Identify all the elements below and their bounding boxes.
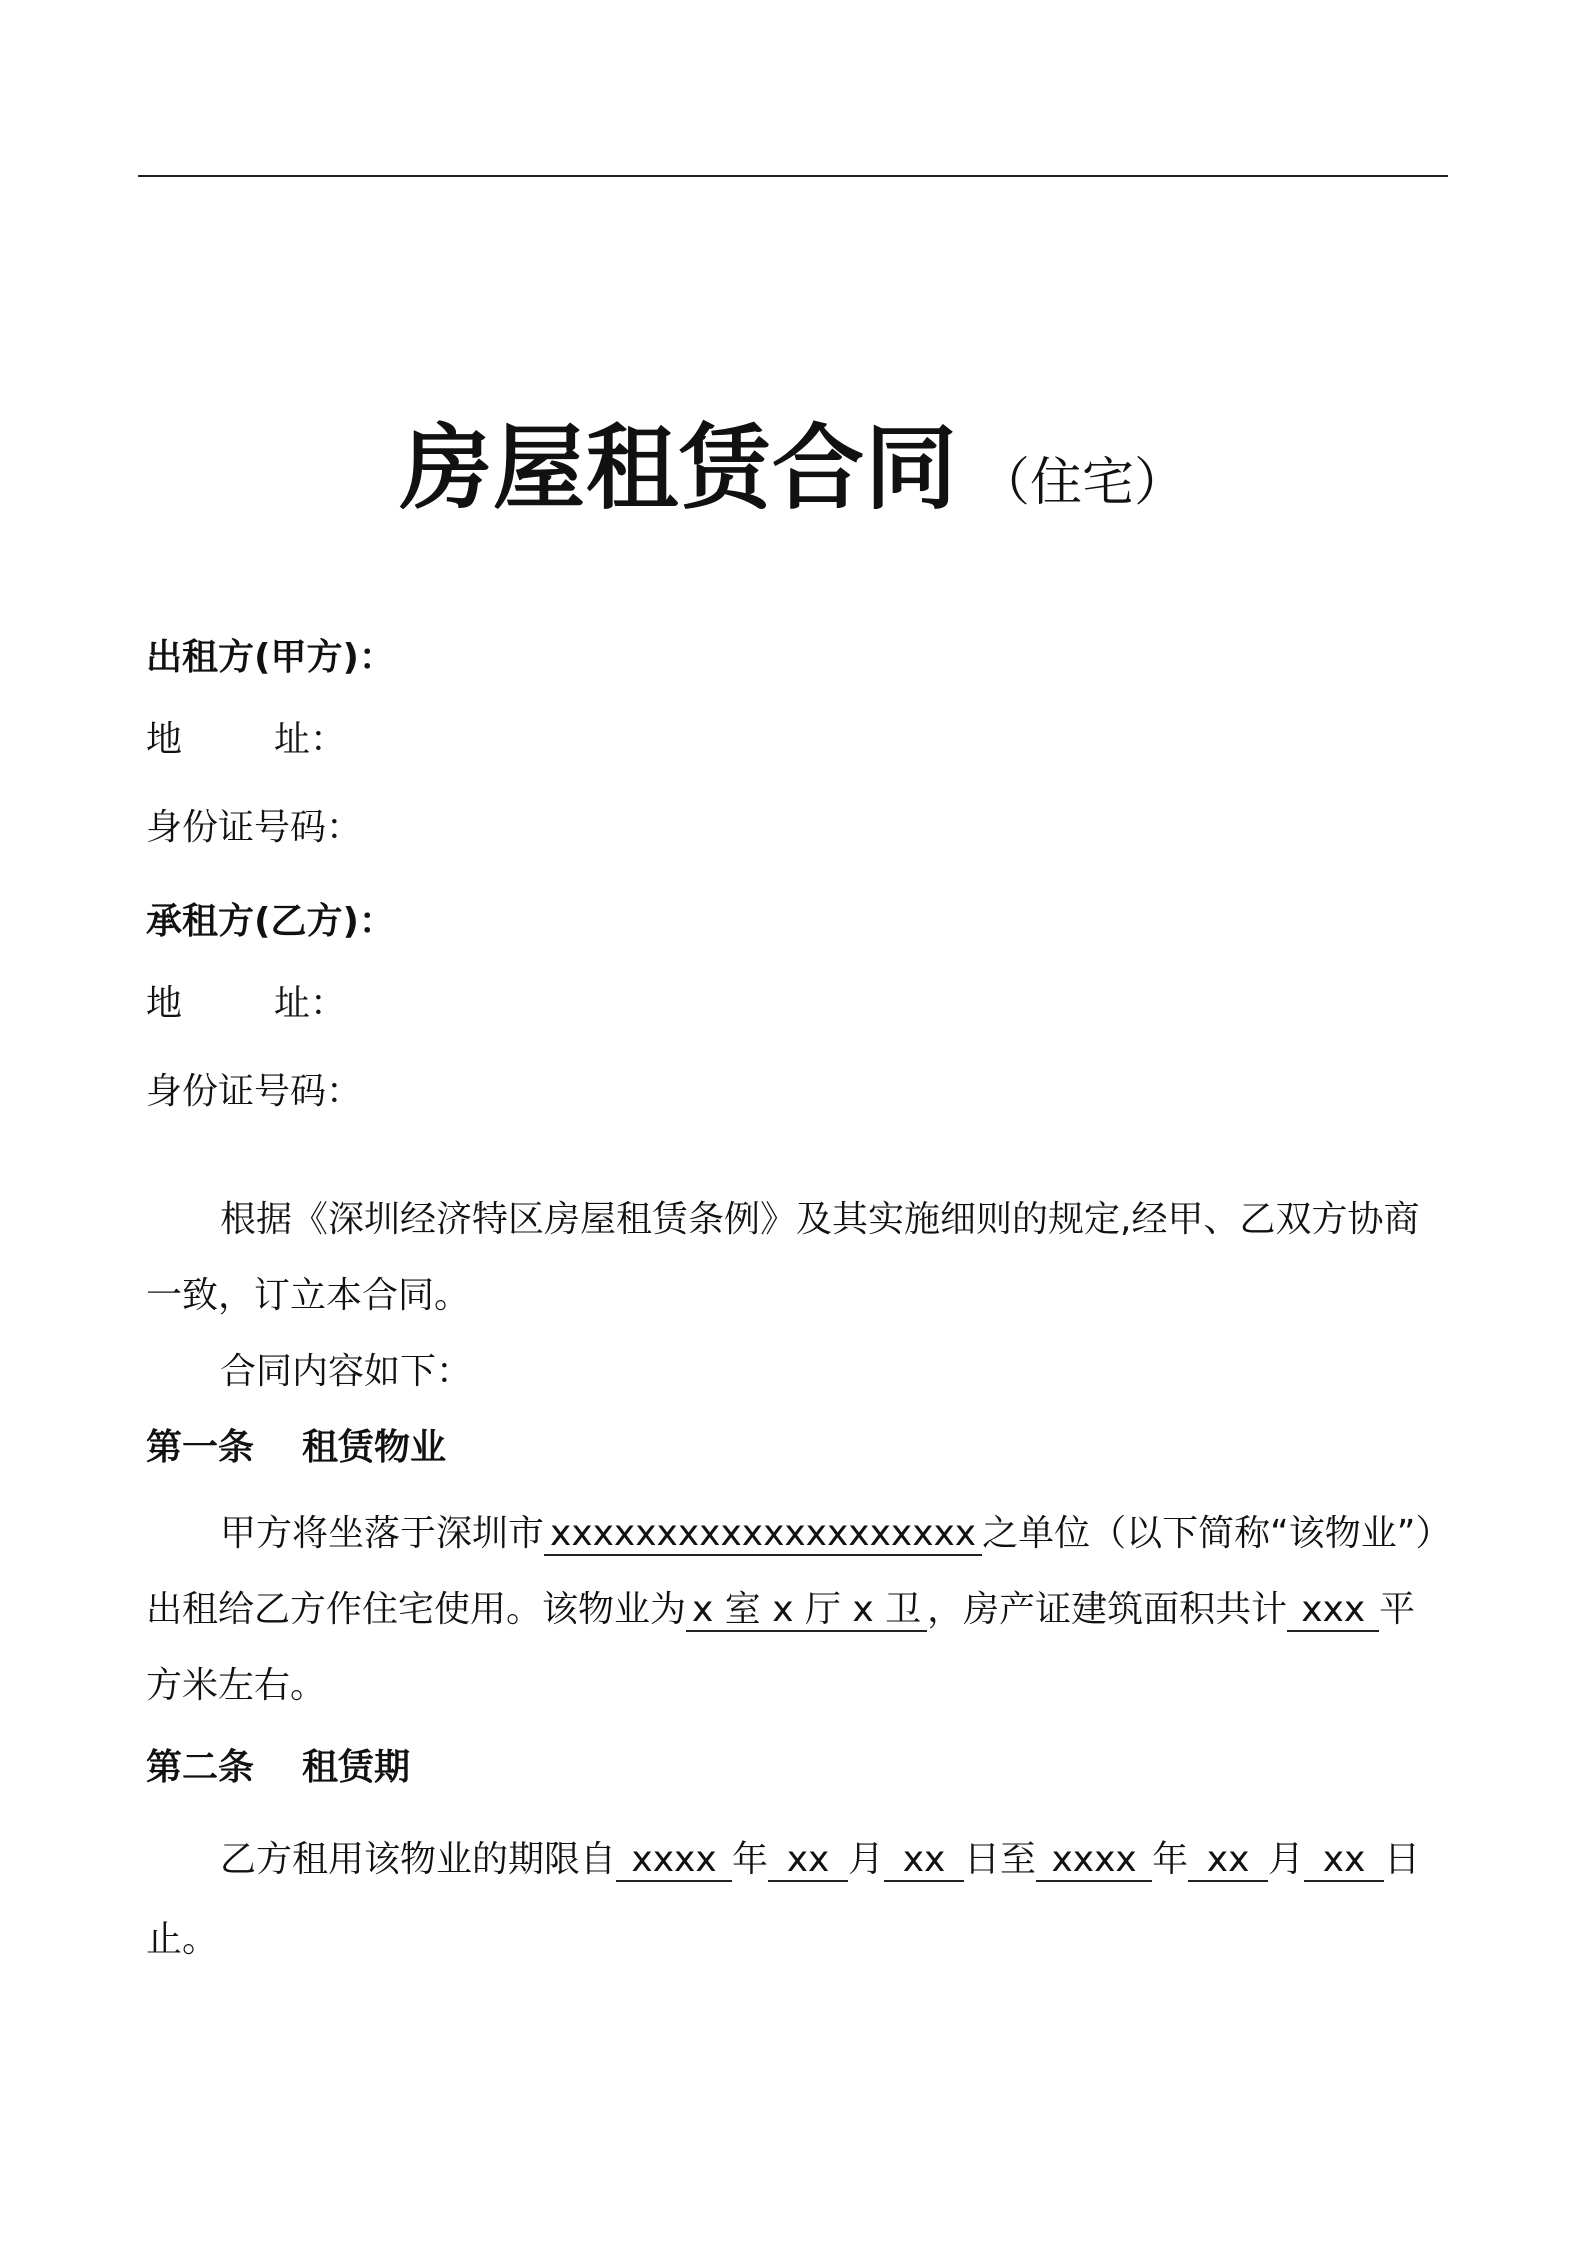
floor-area-field: xxx [1287, 1590, 1379, 1632]
lessor-address-char1: 地 [146, 719, 183, 760]
title-main: 房屋租赁合同 [399, 415, 958, 522]
end-year-field: xxxx [1036, 1840, 1152, 1882]
lessor-label: 出租方(甲方)： [146, 637, 395, 678]
article1-number: 第一条 [146, 1427, 255, 1468]
lessee-label: 承租方(乙方)： [146, 901, 395, 942]
article1-heading [146, 1426, 446, 1470]
article1-paragraph-line-1 [220, 1512, 1451, 1556]
article2-day-end: 日 [1384, 1839, 1421, 1880]
room-layout-field: x 室 x 厅 x 卫 [686, 1590, 927, 1632]
article2-heading [146, 1746, 410, 1790]
document-title [0, 395, 1586, 527]
header-rule [138, 175, 1448, 177]
article2-paragraph-line-1 [220, 1838, 1420, 1882]
article2-number: 第二条 [146, 1747, 255, 1788]
article1-p2-prefix: 出租给乙方作住宅使用。该物业为 [146, 1589, 687, 1630]
lessee-id-label: 身份证号码： [146, 1071, 363, 1112]
property-location-field: xxxxxxxxxxxxxxxxxxxx [544, 1514, 982, 1556]
article1-p1-suffix: 之单位（以下简称“该物业”） [982, 1513, 1452, 1554]
article2-paragraph-line-2: 止。 [146, 1919, 219, 1960]
lessor-address-label [146, 718, 346, 762]
lessee-address-char2: 址： [274, 983, 347, 1024]
article1-p2-unit: 平 [1379, 1589, 1416, 1630]
end-month-field: xx [1188, 1840, 1268, 1882]
title-sub: （住宅） [978, 453, 1187, 513]
lessee-address-char1: 地 [146, 983, 183, 1024]
preamble-line-2: 一致，订立本合同。 [146, 1275, 471, 1316]
article2-title: 租赁期 [302, 1747, 411, 1788]
start-year-field: xxxx [616, 1840, 732, 1882]
lessor-address-char2: 址： [274, 719, 347, 760]
end-day-field: xx [1304, 1840, 1384, 1882]
contents-intro: 合同内容如下： [220, 1351, 473, 1392]
article2-month-2: 月 [1268, 1839, 1305, 1880]
start-day-field: xx [884, 1840, 964, 1882]
article1-paragraph-line-2 [146, 1588, 1415, 1632]
article1-paragraph-line-3: 方米左右。 [146, 1665, 327, 1706]
start-month-field: xx [768, 1840, 848, 1882]
article1-p1-prefix: 甲方将坐落于深圳市 [220, 1513, 545, 1554]
article1-title: 租赁物业 [302, 1427, 447, 1468]
lessee-address-label [146, 982, 346, 1026]
article2-year-2: 年 [1152, 1839, 1189, 1880]
article2-year-1: 年 [732, 1839, 769, 1880]
article2-day-to: 日至 [964, 1839, 1037, 1880]
preamble-line-1: 根据《深圳经济特区房屋租赁条例》及其实施细则的规定,经甲、乙双方协商 [220, 1199, 1420, 1240]
article1-p2-mid: ，房产证建筑面积共计 [927, 1589, 1288, 1630]
article2-prefix: 乙方租用该物业的期限自 [220, 1839, 617, 1880]
lessor-id-label: 身份证号码： [146, 807, 363, 848]
article2-month-1: 月 [848, 1839, 885, 1880]
